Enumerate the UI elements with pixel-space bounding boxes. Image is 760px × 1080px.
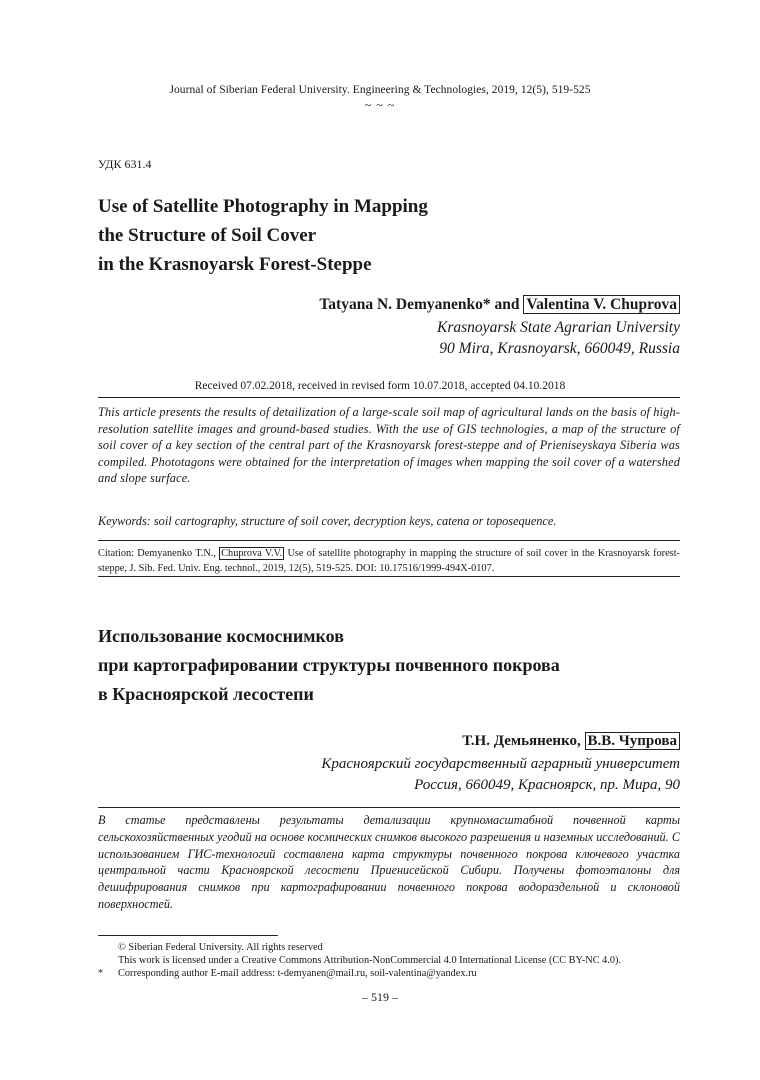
english-authors <box>319 296 680 314</box>
english-title-line-2: the Structure of Soil Cover <box>98 225 317 246</box>
author-demyanenko: Tatyana N. Demyanenko* and <box>319 296 524 313</box>
journal-header: Journal of Siberian Federal University. Engineering & Technologies, 2019, 12(5), 519-525 <box>169 84 591 96</box>
copyright-note: © Siberian Federal University. All rights reserved <box>118 942 323 953</box>
english-title-line-3: in the Krasnoyarsk Forest-Steppe <box>98 254 372 275</box>
citation-top-rule <box>98 540 680 541</box>
license-note: This work is licensed under a Creative Commons Attribution-NonCommercial 4.0 International License (CC BY-NC 4.0). <box>118 955 622 966</box>
english-affiliation-name: Krasnoyarsk State Agrarian University <box>437 319 680 336</box>
udk-code: УДК 631.4 <box>98 157 152 171</box>
russian-affiliation-address: Россия, 660049, Красноярск, пр. Мира, 90 <box>414 777 680 793</box>
russian-title <box>98 622 560 709</box>
footnote-rule <box>98 935 278 936</box>
english-affiliation <box>437 317 680 359</box>
email-text: Corresponding author E-mail address: t-demyanen@mail.ru, soil-valentina@yandex.ru <box>118 968 477 979</box>
author-demyanenko-ru: Т.Н. Демьяненко, <box>462 733 585 749</box>
russian-abstract-rule <box>98 807 680 808</box>
russian-title-line-3: в Красноярской лесостепи <box>98 684 314 704</box>
author-chuprova-link[interactable]: Valentina V. Chuprova <box>523 295 680 314</box>
citation-rest: Use of satellite photography in mapping the structure of soil cover in the Krasnoyarsk forest-steppe, J. Sib. Fed. Univ. Eng. technol., 2019, 12(5), 519-525. DOI: 10.17516/1999-494X-0107. <box>98 548 680 574</box>
abstract-top-rule <box>98 397 680 398</box>
corresponding-author-note <box>98 967 477 980</box>
english-title-line-1: Use of Satellite Photography in Mapping <box>98 196 428 217</box>
page-number: – 519 – <box>362 990 398 1004</box>
russian-affiliation-name: Красноярский государственный аграрный университет <box>321 756 680 772</box>
citation <box>98 546 680 576</box>
russian-title-line-2: при картографировании структуры почвенного покрова <box>98 655 560 675</box>
russian-authors <box>462 733 680 750</box>
footnote-star: * <box>98 968 104 979</box>
english-title <box>98 192 428 279</box>
english-keywords: Keywords: soil cartography, structure of soil cover, decryption keys, catena or toposequence. <box>98 514 557 528</box>
english-abstract: This article presents the results of detailization of a large-scale soil map of agricultural lands on the basis of high-resolution satellite images and ground-based studies. With the use of GIS technologies, a map of the structure of soil cover of a key section of the central part of the Krasnoyarsk forest-steppe and of Prieniseyskaya Siberia was compiled. Phototagons were obtained for the interpretation of images when mapping the soil cover of a watershed and slope surface. <box>98 405 680 485</box>
received-dates: Received 07.02.2018, received in revised form 10.07.2018, accepted 04.10.2018 <box>194 380 566 392</box>
russian-title-line-1: Использование космоснимков <box>98 626 344 646</box>
russian-affiliation <box>321 754 680 796</box>
header-separator: ~ ~ ~ <box>364 98 396 112</box>
russian-abstract: В статье представлены результаты детализации крупномасштабной почвенной карты сельскохозяйственных угодий на основе космических снимков высокого разрешения и наземных исследований. С использованием ГИС-технологий составлена карта структуры почвенного покрова ключевого участка центральной части Красноярской лесостепи Приенисейской Сибири. Получены фотоэталоны для дешифрирования снимков при картографировании почвенного покрова водораздельной и склоновой поверхностей. <box>98 813 680 911</box>
english-affiliation-address: 90 Mira, Krasnoyarsk, 660049, Russia <box>439 340 680 357</box>
author-chuprova-ru-link[interactable]: В.В. Чупрова <box>585 732 680 750</box>
citation-prefix: Citation: Demyanenko T.N., <box>98 548 220 559</box>
citation-author-link[interactable]: Chuprova V.V. <box>221 548 283 559</box>
citation-bottom-rule <box>98 576 680 577</box>
